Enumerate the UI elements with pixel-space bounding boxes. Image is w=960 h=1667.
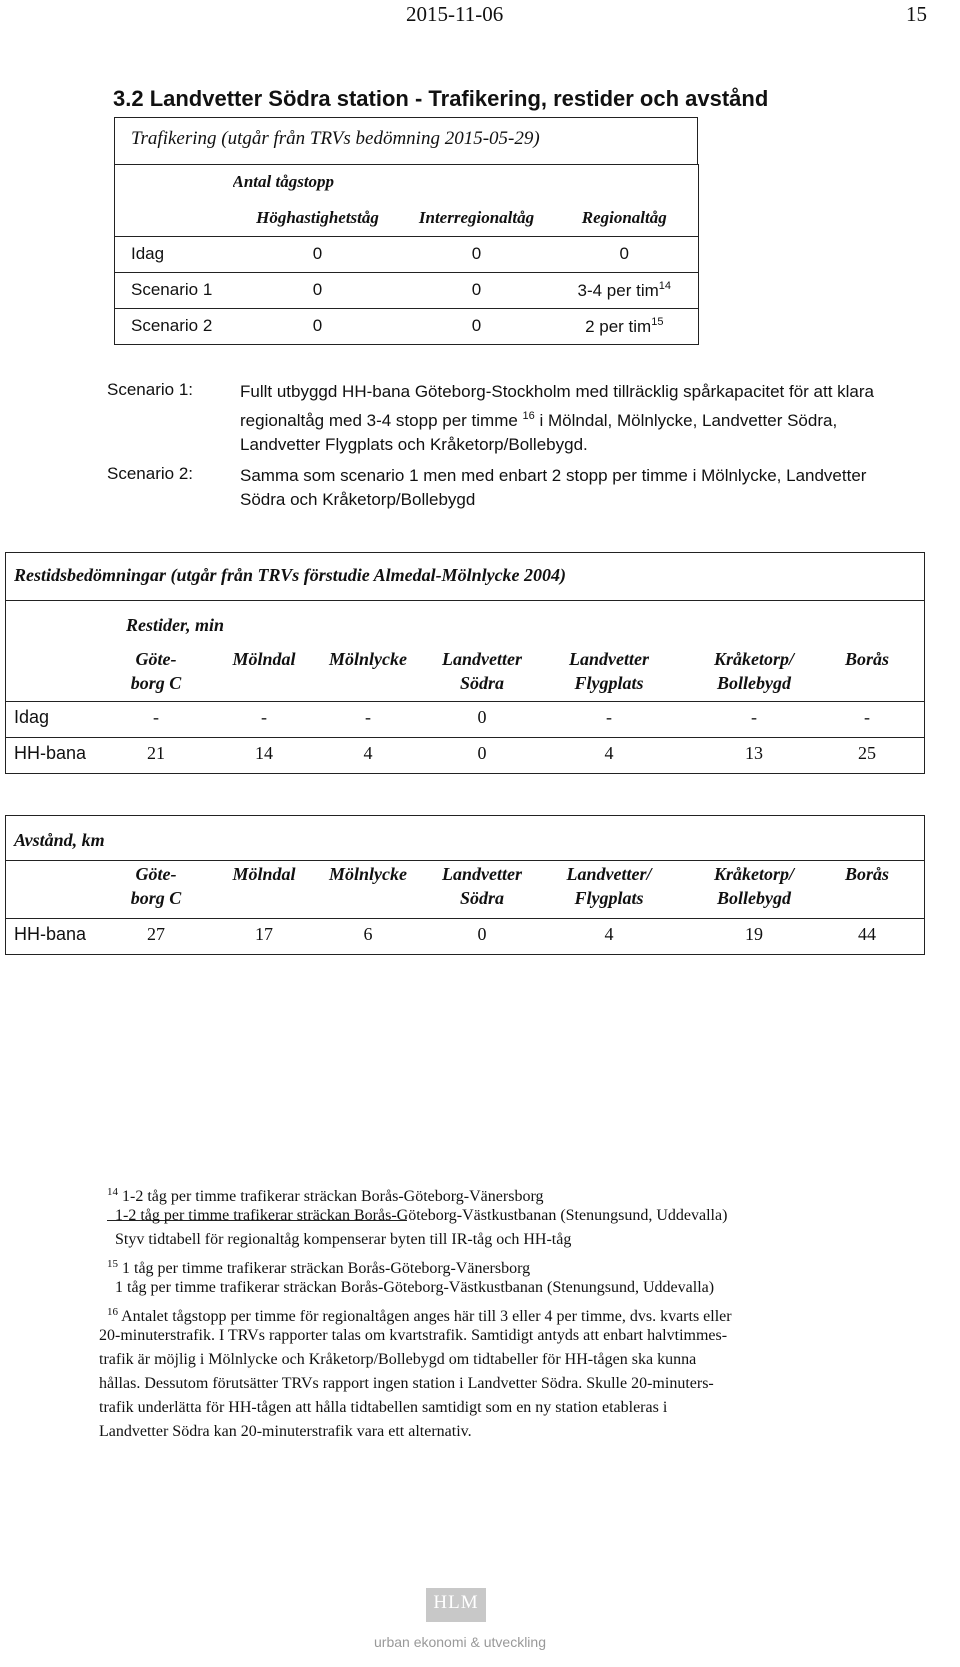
- row-label: HH-bana: [14, 924, 87, 944]
- column-header: Landvetter Flygplats: [569, 649, 649, 693]
- table-cell: 0: [233, 272, 403, 308]
- footnote-line: $^{15}$ 1 tåg per timme trafikerar sträckan Borås-Göteborg-Vänersborg: [107, 1258, 531, 1277]
- table-row: [115, 236, 699, 272]
- footnote-ref: 15: [651, 315, 664, 328]
- table-cell: 0: [403, 272, 551, 308]
- column-header: Borås: [844, 649, 889, 669]
- column-header: Landvetter/ Flygplats: [566, 864, 652, 908]
- footnote-line: 20-minuterstrafik. I TRVs rapporter talas om kvartstrafik. Samtidigt antyds att enbart halvtimmes-: [99, 1327, 728, 1344]
- table-cell: 0: [477, 924, 487, 944]
- table-cell: 19: [745, 924, 763, 944]
- table-cell: 27: [147, 924, 165, 944]
- travel-time-subheader: Restider, min: [126, 615, 225, 635]
- footnote-ref: 14: [658, 279, 672, 292]
- table-cell: 0: [233, 236, 403, 272]
- row-label: Scenario 1: [115, 272, 233, 308]
- table-cell: 44: [858, 924, 876, 944]
- scenario-2-label: Scenario 2:: [107, 464, 193, 483]
- row-label: Idag: [115, 236, 233, 272]
- traffic-table-title: Trafikering (utgår från TRVs bedömning 2015-05-29): [114, 117, 698, 165]
- table-cell: -: [606, 707, 612, 727]
- section-title: 3.2 Landvetter Södra station - Trafikering, restider och avstånd: [113, 86, 769, 111]
- table-cell: -: [864, 707, 870, 727]
- footnote-line: $^{16}$ Antalet tågstopp per timme för regionaltågen anges här till 3 eller 4 per timme, dvs. kvarts eller: [107, 1306, 732, 1325]
- table-cell: 17: [255, 924, 273, 944]
- page-number: 15: [906, 2, 927, 26]
- table-cell: 0: [551, 236, 699, 272]
- table-cell: 13: [745, 743, 763, 763]
- table-cell: 21: [147, 743, 165, 763]
- table-cell: 0: [403, 236, 551, 272]
- traffic-table-grid: [114, 164, 699, 345]
- page-header: [0, 0, 960, 30]
- table-cell: 0: [403, 308, 551, 344]
- table-cell: 3-4 per tim$^{14}$: [551, 272, 699, 308]
- table-cell: 4: [604, 924, 614, 944]
- logo-text: HLM: [433, 1592, 479, 1613]
- scenario-1-text: Fullt utbyggd HH-bana Göteborg-Stockholm med tillräcklig spårkapacitet för att klara regionaltåg med 3-4 stopp per timme $^{16}$ i Mölndal, Mölnlycke, Landvetter Södra, Landvetter Flygplats och Kråketorp/Bollebygd.: [240, 382, 875, 454]
- table-row: [115, 272, 699, 308]
- footnote-line: Landvetter Södra kan 20-minuterstrafik vara ett alternativ.: [99, 1423, 472, 1440]
- footnote-number: 16: [107, 1306, 118, 1318]
- travel-time-title: Restidsbedömningar (utgår från TRVs förstudie Almedal-Mölnlycke 2004): [14, 565, 567, 585]
- column-header: Mölnlycke: [329, 649, 407, 669]
- footnote-line: 1 tåg per timme trafikerar sträckan Borås-Göteborg-Västkustbanan (Stenungsund, Uddevalla): [115, 1279, 715, 1296]
- footnote-line: Styv tidtabell för regionaltåg kompenserar byten till IR-tåg och HH-tåg: [115, 1231, 572, 1248]
- column-header: Kråketorp/ Bollebygd: [713, 649, 794, 693]
- table-cell: -: [153, 707, 159, 727]
- scenario-2-text: Samma som scenario 1 men med enbart 2 stopp per timme i Mölnlycke, Landvetter Södra och Kråketorp/Bollebygd: [240, 466, 867, 509]
- header-date: 2015-11-06: [406, 2, 504, 26]
- table-cell: 14: [255, 743, 273, 763]
- table-cell: 4: [604, 743, 614, 763]
- table-cell: 25: [858, 743, 876, 763]
- column-header: Kråketorp/ Bollebygd: [713, 864, 794, 908]
- column-header: Borås: [844, 864, 889, 884]
- footnote-line: trafik är möjlig i Mölnlycke och Kråketorp/Bollebygd om tidtabeller för HH-tågen ska kunna: [99, 1351, 697, 1368]
- distance-table: [5, 815, 925, 955]
- table-cell: 0: [233, 308, 403, 344]
- footnote-line: 1-2 tåg per timme trafikerar sträckan Borås-Göteborg-Västkustbanan (Stenungsund, Uddevalla): [115, 1207, 728, 1224]
- footnote-line: hållas. Dessutom förutsätter TRVs rapport ingen station i Landvetter Södra. Skulle 20-minuters-: [99, 1375, 714, 1392]
- travel-time-table: [5, 552, 925, 774]
- footnote-line: $^{14}$ 1-2 tåg per timme trafikerar sträckan Borås-Göteborg-Vänersborg: [107, 1186, 544, 1205]
- column-header: Mölndal: [232, 864, 296, 884]
- row-label: Scenario 2: [115, 308, 233, 344]
- footnote-line: trafik underlätta för HH-tågen att hålla tidtabellen samtidigt som en ny station etableras i: [99, 1399, 668, 1416]
- table-cell: 6: [363, 924, 373, 944]
- table-cell: -: [751, 707, 757, 727]
- footnote-number: 14: [107, 1186, 118, 1198]
- col-header-rt: Regionaltåg: [551, 200, 699, 236]
- row-label: HH-bana: [14, 743, 87, 763]
- table-row: [115, 308, 699, 344]
- table-cell: 0: [477, 707, 487, 727]
- traffic-group-header: Antal tågstopp: [233, 164, 699, 200]
- column-header: Mölndal: [232, 649, 296, 669]
- table-cell: -: [365, 707, 371, 727]
- col-header-hst: Höghastighetståg: [256, 207, 379, 227]
- col-header-irt: Interregionaltåg: [418, 207, 535, 227]
- column-header: Landvetter Södra: [442, 649, 522, 693]
- logo-tagline: urban ekonomi & utveckling: [374, 1634, 546, 1650]
- column-header: Göte- borg C: [130, 649, 182, 693]
- table-cell: 4: [363, 743, 373, 763]
- table-cell: 0: [477, 743, 487, 763]
- column-header: Göte- borg C: [130, 864, 182, 908]
- scenario-1-label: Scenario 1:: [107, 380, 193, 399]
- column-header: Mölnlycke: [329, 864, 407, 884]
- column-header: Landvetter Södra: [442, 864, 522, 908]
- footnote-number: 15: [107, 1258, 118, 1270]
- table-cell: -: [261, 707, 267, 727]
- distance-title: Avstånd, km: [14, 830, 105, 850]
- row-label: Idag: [14, 707, 50, 727]
- table-cell: 2 per tim$^{15}$: [551, 308, 699, 344]
